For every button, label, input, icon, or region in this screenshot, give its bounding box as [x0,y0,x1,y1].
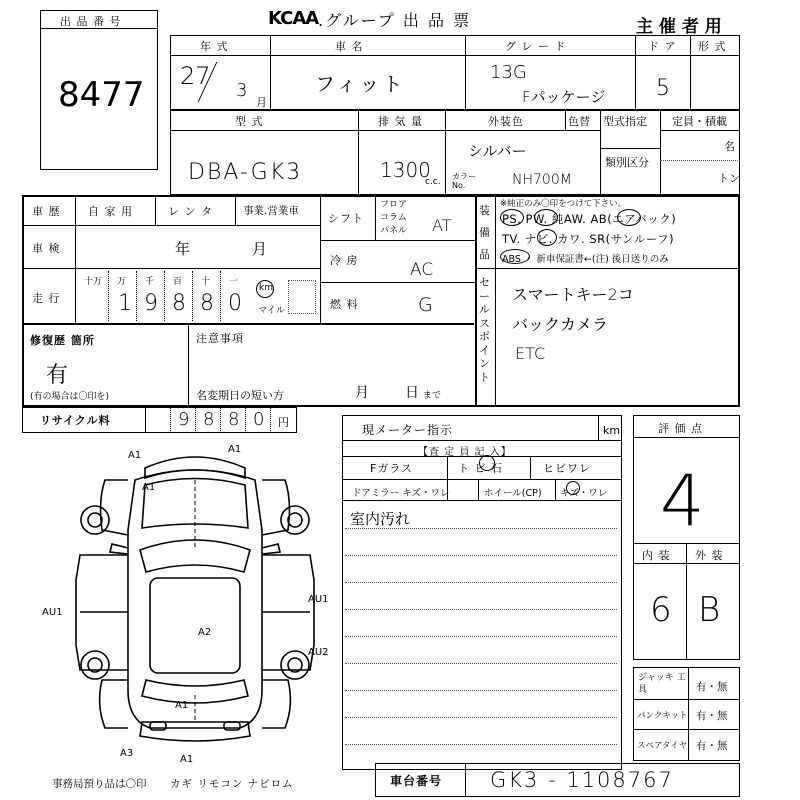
divider [530,456,531,479]
equipment-label: 装 備 品 [479,204,490,261]
divider [170,130,600,131]
divider [598,415,599,440]
unit-100k: 十万 [84,277,103,287]
divider [555,479,556,500]
recycle-digit: 0 [253,409,265,430]
divider [633,437,740,438]
score-label: 評 価 点 [658,422,703,435]
model-designation-label: 型式指定 [603,115,647,128]
grade-value-2: Fパッケージ [522,88,606,106]
month-value: 3 [236,80,248,101]
ruled-line [345,582,617,583]
divider [145,407,146,433]
circle-mark [534,209,558,226]
car-name-value: フィット [315,72,406,96]
divider [245,407,246,433]
color-change-label: 色替 [568,115,590,128]
inspector-label: 【査 定 員 記 入】 [418,447,512,458]
tool-label: パンクキット [637,711,688,721]
repair-note: (有の場合は〇印を) [30,392,110,402]
unit-100: 百 [173,277,183,287]
repair-value: 有 [46,363,69,388]
recycle-digit: 8 [228,409,240,430]
divider [195,407,196,433]
fuel-value: G [418,294,433,316]
mileage-digits [80,271,250,321]
mile-label: マイル [258,306,285,316]
divider [445,110,446,195]
divider [688,667,689,761]
unit-1k: 千 [145,277,155,287]
tons-unit: トン [718,172,740,185]
history-option-business: 事業.営業車 [243,205,299,217]
divider [270,35,271,110]
check-box [288,280,316,314]
mileage-label: 走 行 [32,292,61,305]
wheel-damage-label: キズ・ワレ [560,488,608,499]
grade-label: グ レ ー ド [505,40,567,53]
doors-label: ド ア [648,40,677,53]
equipment-note: ※純正のみ〇印をつけて下さい。 [500,199,627,209]
circle-mark [537,229,557,246]
remarks-label: 注意事項 [196,332,244,345]
crack-label: ヒビワレ [543,462,591,475]
sales-point-line: バックカメラ [512,315,609,334]
damage-mark: A1 [228,444,242,455]
divider [686,543,687,660]
circle-mark [617,209,641,226]
form-title: .グループ 出 品 票 [318,11,472,30]
exterior-color-label: 外装色 [488,115,524,128]
damage-mark: A1 [128,450,142,461]
inspection-month-unit: 月 [252,240,268,258]
persons-unit: 名 [724,140,735,153]
aircon-value: AC [410,260,434,280]
aircon-label: 冷 房 [330,254,359,267]
divider [22,225,320,226]
recycle-digit: 9 [178,409,190,430]
month-unit: 月 [256,96,267,109]
tool-label: ジャッキ 工 具 [638,673,686,695]
divider [270,407,271,433]
fuel-label: 燃 料 [330,298,359,311]
tool-value: 有・無 [696,681,728,693]
tool-value: 有・無 [696,740,728,752]
damage-mark: A1 [180,754,194,765]
history-label: 車 歴 [32,205,61,218]
ruled-line [345,663,617,664]
divider [22,323,474,325]
sales-point-label: セールスポイント [479,276,490,384]
recycle-digit: 8 [203,409,215,430]
inspector-note: 室内汚れ [350,510,411,528]
color-no-value: NH700M [512,172,572,188]
divider [600,148,660,149]
divider [660,130,740,131]
equipment-line-2: TV. ナビ. カワ. SR(サンルーフ) [502,232,675,246]
ruled-line [345,555,617,556]
displacement-value: 1300 [380,158,431,182]
glass-label: Fガラス [370,462,413,475]
capacity-label: 定員・積載 [672,115,727,128]
mileage-digit: 1 [118,291,132,316]
exterior-score: B [698,590,721,630]
ruled-line [345,690,617,691]
doors-value: 5 [656,76,670,101]
interior-score: 6 [650,590,672,630]
damage-mark: AU1 [42,607,63,618]
divider [342,440,622,441]
divider [320,195,321,323]
damage-mark: A1 [175,700,189,711]
divider [660,160,740,161]
divider [235,195,236,225]
shift-label: シフト [328,212,364,225]
score-value: 4 [660,460,705,542]
chassis-label: 車台番号 [390,774,443,788]
divider [170,407,171,433]
divider [475,195,477,407]
unit-10k: 万 [117,277,127,287]
damage-mark: AU2 [308,647,329,658]
divider [478,479,479,500]
divider [465,35,466,110]
sales-point-line: ETC [515,344,546,363]
divider [188,323,189,407]
divider [495,195,496,407]
year-value: 27 [180,62,211,90]
displacement-label: 排 気 量 [378,115,423,128]
history-option-private: 自 家 用 [88,205,133,218]
recycle-unit: 円 [278,416,289,429]
deadline-label: 名変期日の短い方 [196,389,284,402]
divider [660,110,661,195]
ruled-line [345,528,617,529]
history-option-rental: レ ン タ [168,205,213,218]
circle-mark [479,455,495,471]
mirror-label: ドアミラー キズ・ワレ [352,488,450,499]
car-diagram [42,440,340,770]
divider [22,268,320,269]
meter-label: 現メーター指示 [362,423,454,437]
model-label: 型 式 [235,115,264,128]
divider [155,195,156,225]
divider [600,110,601,195]
equipment-line-1: PS. PW. 純AW. AB(エアバック) [502,212,677,226]
divider [633,699,740,700]
color-value: シルバー [468,142,527,160]
logo: KCAA [268,8,319,29]
chassis-value: GK3 - 1108767 [490,768,674,792]
divider [220,407,221,433]
mileage-digit: 8 [200,291,214,316]
divider [358,110,359,195]
divider [342,500,622,501]
divider [320,282,475,283]
shift-floor: フロア [380,200,408,210]
shape-label: 形 式 [698,40,727,53]
inspection-year-unit: 年 [175,240,191,258]
deadline-month: 月 [355,385,369,401]
km-label: km [259,283,273,293]
mileage-digit: 9 [144,291,158,316]
recycle-label: リサイクル料 [40,414,111,427]
interior-label: 内 装 [642,549,671,562]
divider [375,195,376,240]
category-label: 類別区分 [605,156,649,169]
color-no-label: カラー No. [452,172,476,190]
divider [475,268,740,269]
unit-1: 一 [229,277,239,287]
lot-number-value: 8477 [58,75,145,115]
shift-panel: パネル [380,226,408,236]
divider [633,729,740,730]
ruled-line [345,744,617,745]
shift-value: AT [432,216,452,235]
wheel-label: ホイール(CP) [484,488,542,499]
damage-mark: A3 [120,748,134,759]
unit-10: 十 [201,277,211,287]
meter-unit: km [603,424,621,437]
ruled-line [345,636,617,637]
divider [320,240,475,241]
divider [342,479,622,480]
ruled-line [345,717,617,718]
divider [635,35,636,110]
divider [465,763,466,797]
divider [170,55,740,56]
damage-mark: A2 [198,627,212,638]
deadline-until: まで [423,391,442,401]
damage-mark: AU1 [308,594,329,605]
office-items: カギ リモコン ナビロム [170,778,294,790]
car-name-label: 車 名 [335,40,364,53]
organizer-badge: 主 催 者 用 [636,17,722,37]
year-label: 年 式 [200,40,229,53]
deadline-day: 日 [405,385,419,401]
exterior-label: 外 装 [695,549,724,562]
inspection-label: 車 検 [32,242,61,255]
divider [75,195,76,323]
circle-mark [566,481,580,495]
sales-point-line: スマートキー2コ [512,285,634,304]
tool-value: 有・無 [696,710,728,722]
grade-value-1: 13G [490,62,527,83]
circle-mark [500,209,524,226]
mileage-digit: 0 [228,291,242,316]
tool-label: スペアタイヤ [637,741,688,751]
lot-number-label: 出 品 番 号 [60,15,122,28]
mileage-digit: 8 [172,291,186,316]
cc-unit: c.c. [425,177,441,187]
office-note: 事務局預り品は〇印 [52,778,147,790]
equipment-line-3: ABS ・ 新車保証書←(注) 後日送りのみ [502,254,669,265]
shift-column: コラム [380,213,407,223]
ruled-line [345,609,617,610]
stone-chip-label: ト ビ 石 [458,462,503,475]
damage-mark: A1 [142,482,156,493]
divider [565,110,566,130]
divider [690,35,691,110]
circle-mark [500,249,530,264]
model-value: DBA-GK3 [188,160,303,185]
repair-label: 修復歴 箇所 [30,334,95,347]
